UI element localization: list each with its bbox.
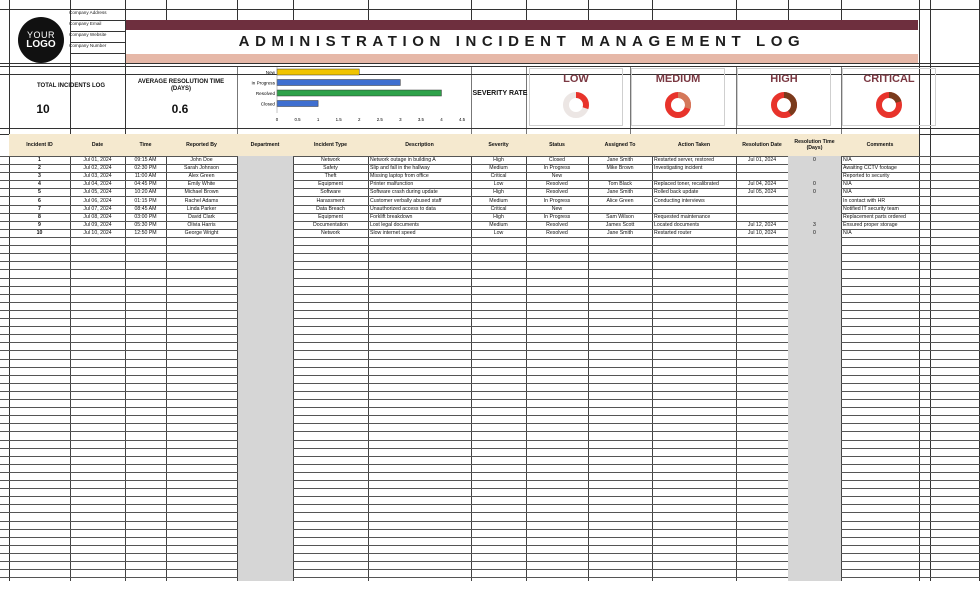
header-time[interactable]: Time — [139, 142, 152, 148]
category-label-in-progress: In Progress — [251, 80, 275, 86]
cell-status[interactable]: In Progress — [543, 197, 571, 204]
cell-date[interactable]: Jul 07, 2024 — [83, 205, 112, 212]
header-description[interactable]: Description — [405, 142, 434, 148]
cell-comments[interactable]: N/A — [843, 181, 852, 188]
company-address[interactable]: Company Address — [69, 10, 107, 15]
cell-incident-id[interactable]: 4 — [38, 181, 41, 188]
cell-action-taken[interactable] — [652, 206, 736, 213]
cell-resolution-date[interactable]: Jul 04, 2024 — [747, 181, 777, 188]
x-tick-label: 0.5 — [294, 117, 301, 122]
cell-severity[interactable]: Critical — [490, 173, 507, 180]
cell-comments[interactable]: Ensured proper storage — [843, 221, 898, 228]
header-status[interactable]: Status — [549, 142, 565, 148]
cell-department[interactable] — [237, 165, 293, 172]
cell-resolution-time[interactable] — [788, 206, 841, 213]
severity-label-critical: CRITICAL — [863, 73, 915, 85]
cell-resolution-date[interactable] — [736, 198, 788, 205]
header-incident-id[interactable]: Incident ID — [26, 142, 53, 148]
company-number[interactable]: Company Number — [69, 43, 107, 48]
cell-reported-by[interactable]: David Clark — [188, 213, 215, 220]
header-date[interactable]: Date — [91, 142, 104, 148]
avg-resolution-value[interactable]: 0.6 — [171, 102, 189, 116]
cell-description[interactable]: Forklift breakdown — [370, 213, 413, 220]
category-label-new: New — [265, 70, 275, 75]
cell-resolution-date[interactable]: Jul 05, 2024 — [747, 189, 777, 196]
cell-assigned-to[interactable]: Tom Black — [608, 181, 632, 188]
cell-time[interactable]: 09:15 AM — [134, 157, 157, 163]
header-assigned-to[interactable]: Assigned To — [604, 142, 636, 148]
cell-resolution-date[interactable] — [736, 165, 788, 172]
donut-chart-critical — [874, 90, 904, 120]
cell-comments[interactable]: Reported to security — [843, 173, 890, 180]
cell-resolution-time[interactable] — [788, 214, 841, 221]
cell-assigned-to[interactable]: Mike Brown — [606, 165, 634, 172]
cell-resolution-time[interactable] — [788, 173, 841, 180]
cell-assigned-to[interactable]: Jane Smith — [607, 157, 633, 163]
cell-incident-id[interactable]: 9 — [38, 221, 41, 228]
x-tick-label: 3.5 — [417, 117, 424, 122]
cell-reported-by[interactable]: Alex Green — [188, 173, 215, 180]
cell-assigned-to[interactable]: Alice Green — [606, 197, 634, 204]
cell-action-taken[interactable]: Replaced toner, recalibrated — [654, 181, 719, 188]
cell-date[interactable]: Jul 01, 2024 — [83, 157, 112, 163]
cell-department[interactable] — [237, 157, 293, 164]
cell-description[interactable]: Slow internet speed — [370, 229, 416, 236]
cell-time[interactable]: 05:30 PM — [134, 221, 157, 228]
cell-description[interactable]: Customer verbally abused staff — [370, 197, 442, 204]
cell-time[interactable]: 01:15 PM — [134, 197, 157, 204]
header-incident-type[interactable]: Incident Type — [313, 142, 348, 148]
donut-chart-medium — [663, 90, 693, 120]
cell-severity[interactable]: High — [493, 213, 504, 220]
cell-incident-id[interactable]: 5 — [38, 189, 41, 196]
cell-time[interactable]: 10:20 AM — [134, 189, 157, 196]
cell-reported-by[interactable]: George Wright — [184, 229, 219, 236]
x-tick-label: 4.5 — [458, 117, 466, 122]
cell-reported-by[interactable]: Rachel Adams — [184, 197, 219, 204]
cell-date[interactable]: Jul 04, 2024 — [83, 181, 112, 188]
cell-action-taken[interactable]: Rolled back update — [654, 189, 699, 196]
severity-label-medium: MEDIUM — [655, 73, 701, 85]
page-title: ADMINISTRATION INCIDENT MANAGEMENT LOG — [238, 33, 806, 50]
x-tick-label: 0 — [275, 117, 279, 122]
cell-time[interactable]: 11:00 AM — [134, 173, 157, 180]
cell-reported-by[interactable]: John Doe — [190, 157, 213, 163]
bar-closed[interactable] — [277, 101, 318, 107]
cell-resolution-date[interactable] — [736, 173, 788, 180]
donut-chart-high — [769, 90, 799, 120]
cell-action-taken[interactable]: Conducting interviews — [654, 197, 705, 204]
cell-incident-type[interactable]: Software — [320, 189, 341, 196]
status-bar-chart — [240, 66, 468, 126]
cell-description[interactable]: Network outage in building A — [370, 157, 436, 163]
cell-time[interactable]: 03:00 PM — [134, 213, 157, 220]
cell-assigned-to[interactable] — [588, 173, 652, 180]
x-tick-label: 4 — [440, 117, 443, 122]
cell-date[interactable]: Jul 02, 2024 — [83, 165, 112, 172]
severity-label-low: LOW — [563, 73, 589, 85]
cell-time[interactable]: 02:30 PM — [134, 165, 157, 172]
cell-resolution-date[interactable]: Jul 01, 2024 — [747, 157, 777, 163]
cell-description[interactable]: Software crash during update — [370, 189, 438, 196]
cell-action-taken[interactable]: Requested maintenance — [654, 213, 711, 220]
cell-department[interactable] — [237, 189, 293, 196]
cell-action-taken[interactable] — [652, 173, 736, 180]
cell-description[interactable]: Unauthorized access to data — [370, 205, 436, 212]
cell-incident-id[interactable]: 6 — [38, 197, 41, 204]
cell-status[interactable]: Closed — [548, 157, 566, 163]
x-tick-label: 3 — [399, 117, 402, 122]
cell-resolution-date[interactable]: Jul 10, 2024 — [747, 229, 777, 236]
donut-chart-low — [561, 90, 591, 120]
cell-reported-by[interactable]: Olivia Harris — [187, 221, 216, 228]
cell-status[interactable]: In Progress — [543, 165, 571, 172]
cell-assigned-to[interactable]: James Scott — [605, 221, 635, 228]
category-label-closed: Closed — [260, 101, 275, 107]
cell-incident-id[interactable]: 8 — [38, 213, 41, 220]
cell-department[interactable] — [237, 230, 293, 237]
cell-incident-type[interactable]: Documentation — [313, 221, 348, 228]
cell-incident-type[interactable]: Network — [320, 229, 341, 236]
cell-date[interactable]: Jul 03, 2024 — [83, 173, 112, 180]
cell-action-taken[interactable]: Investigating incident — [654, 165, 703, 172]
cell-date[interactable]: Jul 09, 2024 — [83, 221, 112, 228]
cell-incident-type[interactable]: Safety — [323, 165, 338, 172]
cell-description[interactable]: Slip and fall in the hallway — [370, 165, 430, 172]
cell-incident-type[interactable]: Equipment — [318, 181, 343, 188]
cell-comments[interactable]: In contact with HR — [843, 197, 886, 204]
cell-action-taken[interactable]: Restarted router — [654, 229, 692, 236]
x-tick-label: 2 — [357, 117, 361, 122]
cell-department[interactable] — [237, 198, 293, 205]
cell-incident-type[interactable]: Theft — [324, 173, 337, 180]
cell-comments[interactable]: N/A — [843, 189, 852, 196]
title-band-bottom — [126, 54, 918, 63]
cell-incident-id[interactable]: 3 — [38, 173, 41, 180]
cell-date[interactable]: Jul 05, 2024 — [83, 189, 112, 196]
cell-comments[interactable]: N/A — [843, 157, 852, 163]
header-severity[interactable]: Severity — [488, 142, 509, 148]
cell-date[interactable]: Jul 06, 2024 — [83, 197, 112, 204]
cell-comments[interactable]: N/A — [843, 229, 852, 236]
cell-severity[interactable]: Medium — [489, 197, 508, 204]
cell-description[interactable]: Lost legal documents — [370, 221, 420, 228]
x-tick-label: 2.5 — [376, 117, 383, 122]
header-department[interactable]: Department — [250, 142, 280, 148]
cell-department[interactable] — [237, 222, 293, 229]
cell-incident-id[interactable]: 10 — [36, 229, 43, 236]
cell-reported-by[interactable]: Michael Brown — [184, 189, 219, 196]
bar-resolved[interactable] — [277, 90, 441, 96]
company-logo — [18, 17, 64, 63]
cell-time[interactable]: 08:45 AM — [134, 205, 157, 212]
cell-comments[interactable]: Notified IT security team — [843, 205, 899, 212]
cell-resolution-time[interactable] — [788, 198, 841, 205]
cell-action-taken[interactable]: Restarted server, restored — [654, 157, 714, 163]
header-reported-by[interactable]: Reported By — [186, 142, 217, 148]
cell-status[interactable]: Resolved — [546, 221, 568, 228]
cell-resolution-time[interactable] — [788, 165, 841, 172]
cell-date[interactable]: Jul 10, 2024 — [83, 229, 112, 236]
severity-label-high: HIGH — [770, 73, 798, 85]
cell-comments[interactable]: Replacement parts ordered — [843, 213, 906, 220]
cell-severity[interactable]: Low — [493, 229, 504, 236]
cell-resolution-time[interactable]: 0 — [813, 189, 816, 196]
x-tick-label: 1.5 — [335, 117, 342, 122]
cell-department[interactable] — [237, 206, 293, 213]
avg-resolution-label: AVERAGE RESOLUTION TIME (DAYS) — [137, 79, 225, 92]
total-incidents-label: TOTAL INCIDENTS LOG — [36, 83, 105, 89]
total-incidents-value[interactable]: 10 — [36, 102, 50, 116]
cell-severity[interactable]: Medium — [489, 165, 508, 172]
cell-status[interactable]: In Progress — [543, 213, 571, 220]
cell-description[interactable]: Printer malfunction — [370, 181, 414, 188]
cell-date[interactable]: Jul 08, 2024 — [83, 213, 112, 220]
cell-resolution-time[interactable]: 3 — [813, 221, 816, 228]
cell-comments[interactable]: Awaiting CCTV footage — [843, 165, 897, 172]
cell-action-taken[interactable]: Located documents — [654, 221, 700, 228]
cell-severity[interactable]: High — [493, 157, 504, 163]
cell-reported-by[interactable]: Emily White — [187, 181, 216, 188]
cell-severity[interactable]: Medium — [489, 221, 508, 228]
cell-resolution-date[interactable] — [736, 206, 788, 213]
logo-line-2: LOGO — [26, 39, 56, 50]
cell-resolution-time[interactable]: 0 — [813, 157, 816, 163]
cell-incident-type[interactable]: Equipment — [318, 213, 343, 220]
cell-assigned-to[interactable]: Sam Wilson — [606, 213, 634, 220]
header-resolution-time[interactable]: Resolution Time (Days) — [794, 139, 835, 151]
cell-description[interactable]: Missing laptop from office — [370, 173, 429, 180]
company-website[interactable]: Company Website — [69, 32, 107, 37]
cell-assigned-to[interactable] — [588, 206, 652, 213]
cell-status[interactable]: Resolved — [546, 189, 568, 196]
severity-rate-label: SEVERITY RATE — [472, 90, 528, 97]
company-email[interactable]: Company Email — [69, 21, 102, 26]
cell-incident-id[interactable]: 7 — [38, 205, 41, 212]
bar-in-progress[interactable] — [277, 80, 400, 86]
cell-status[interactable]: New — [551, 173, 563, 180]
cell-assigned-to[interactable]: Jane Smith — [607, 189, 633, 196]
title-band-top — [126, 20, 918, 30]
cell-incident-id[interactable]: 2 — [38, 165, 41, 172]
cell-incident-type[interactable]: Network — [320, 157, 341, 163]
bar-new[interactable] — [277, 69, 359, 75]
cell-incident-type[interactable]: Data Breach — [316, 205, 345, 212]
cell-assigned-to[interactable]: Jane Smith — [607, 229, 633, 236]
cell-time[interactable]: 12:50 PM — [134, 229, 157, 236]
cell-reported-by[interactable]: Linda Parker — [186, 205, 217, 212]
cell-status[interactable]: Resolved — [546, 181, 568, 188]
x-tick-label: 1 — [316, 117, 320, 122]
cell-status[interactable]: Resolved — [546, 229, 568, 236]
cell-department[interactable] — [237, 181, 293, 188]
cell-incident-id[interactable]: 1 — [38, 157, 41, 163]
cell-department[interactable] — [237, 214, 293, 221]
cell-severity[interactable]: Critical — [490, 205, 507, 212]
cell-severity[interactable]: High — [493, 189, 504, 196]
logo-line-1: YOUR — [26, 30, 55, 40]
cell-time[interactable]: 04:45 PM — [134, 181, 157, 188]
header-resolution-date[interactable]: Resolution Date — [742, 142, 782, 148]
cell-department[interactable] — [237, 173, 293, 180]
cell-status[interactable]: New — [551, 205, 563, 212]
cell-incident-type[interactable]: Harassment — [316, 197, 345, 204]
cell-resolution-date[interactable] — [736, 214, 788, 221]
cell-resolution-time[interactable]: 0 — [813, 229, 816, 236]
cell-severity[interactable]: Low — [493, 181, 504, 188]
cell-resolution-time[interactable]: 0 — [813, 181, 816, 188]
cell-resolution-date[interactable]: Jul 12, 2024 — [747, 221, 777, 228]
header-action-taken[interactable]: Action Taken — [677, 142, 711, 148]
header-comments[interactable]: Comments — [866, 142, 894, 148]
category-label-resolved: Resolved — [255, 91, 275, 96]
cell-reported-by[interactable]: Sarah Johnson — [184, 165, 219, 172]
